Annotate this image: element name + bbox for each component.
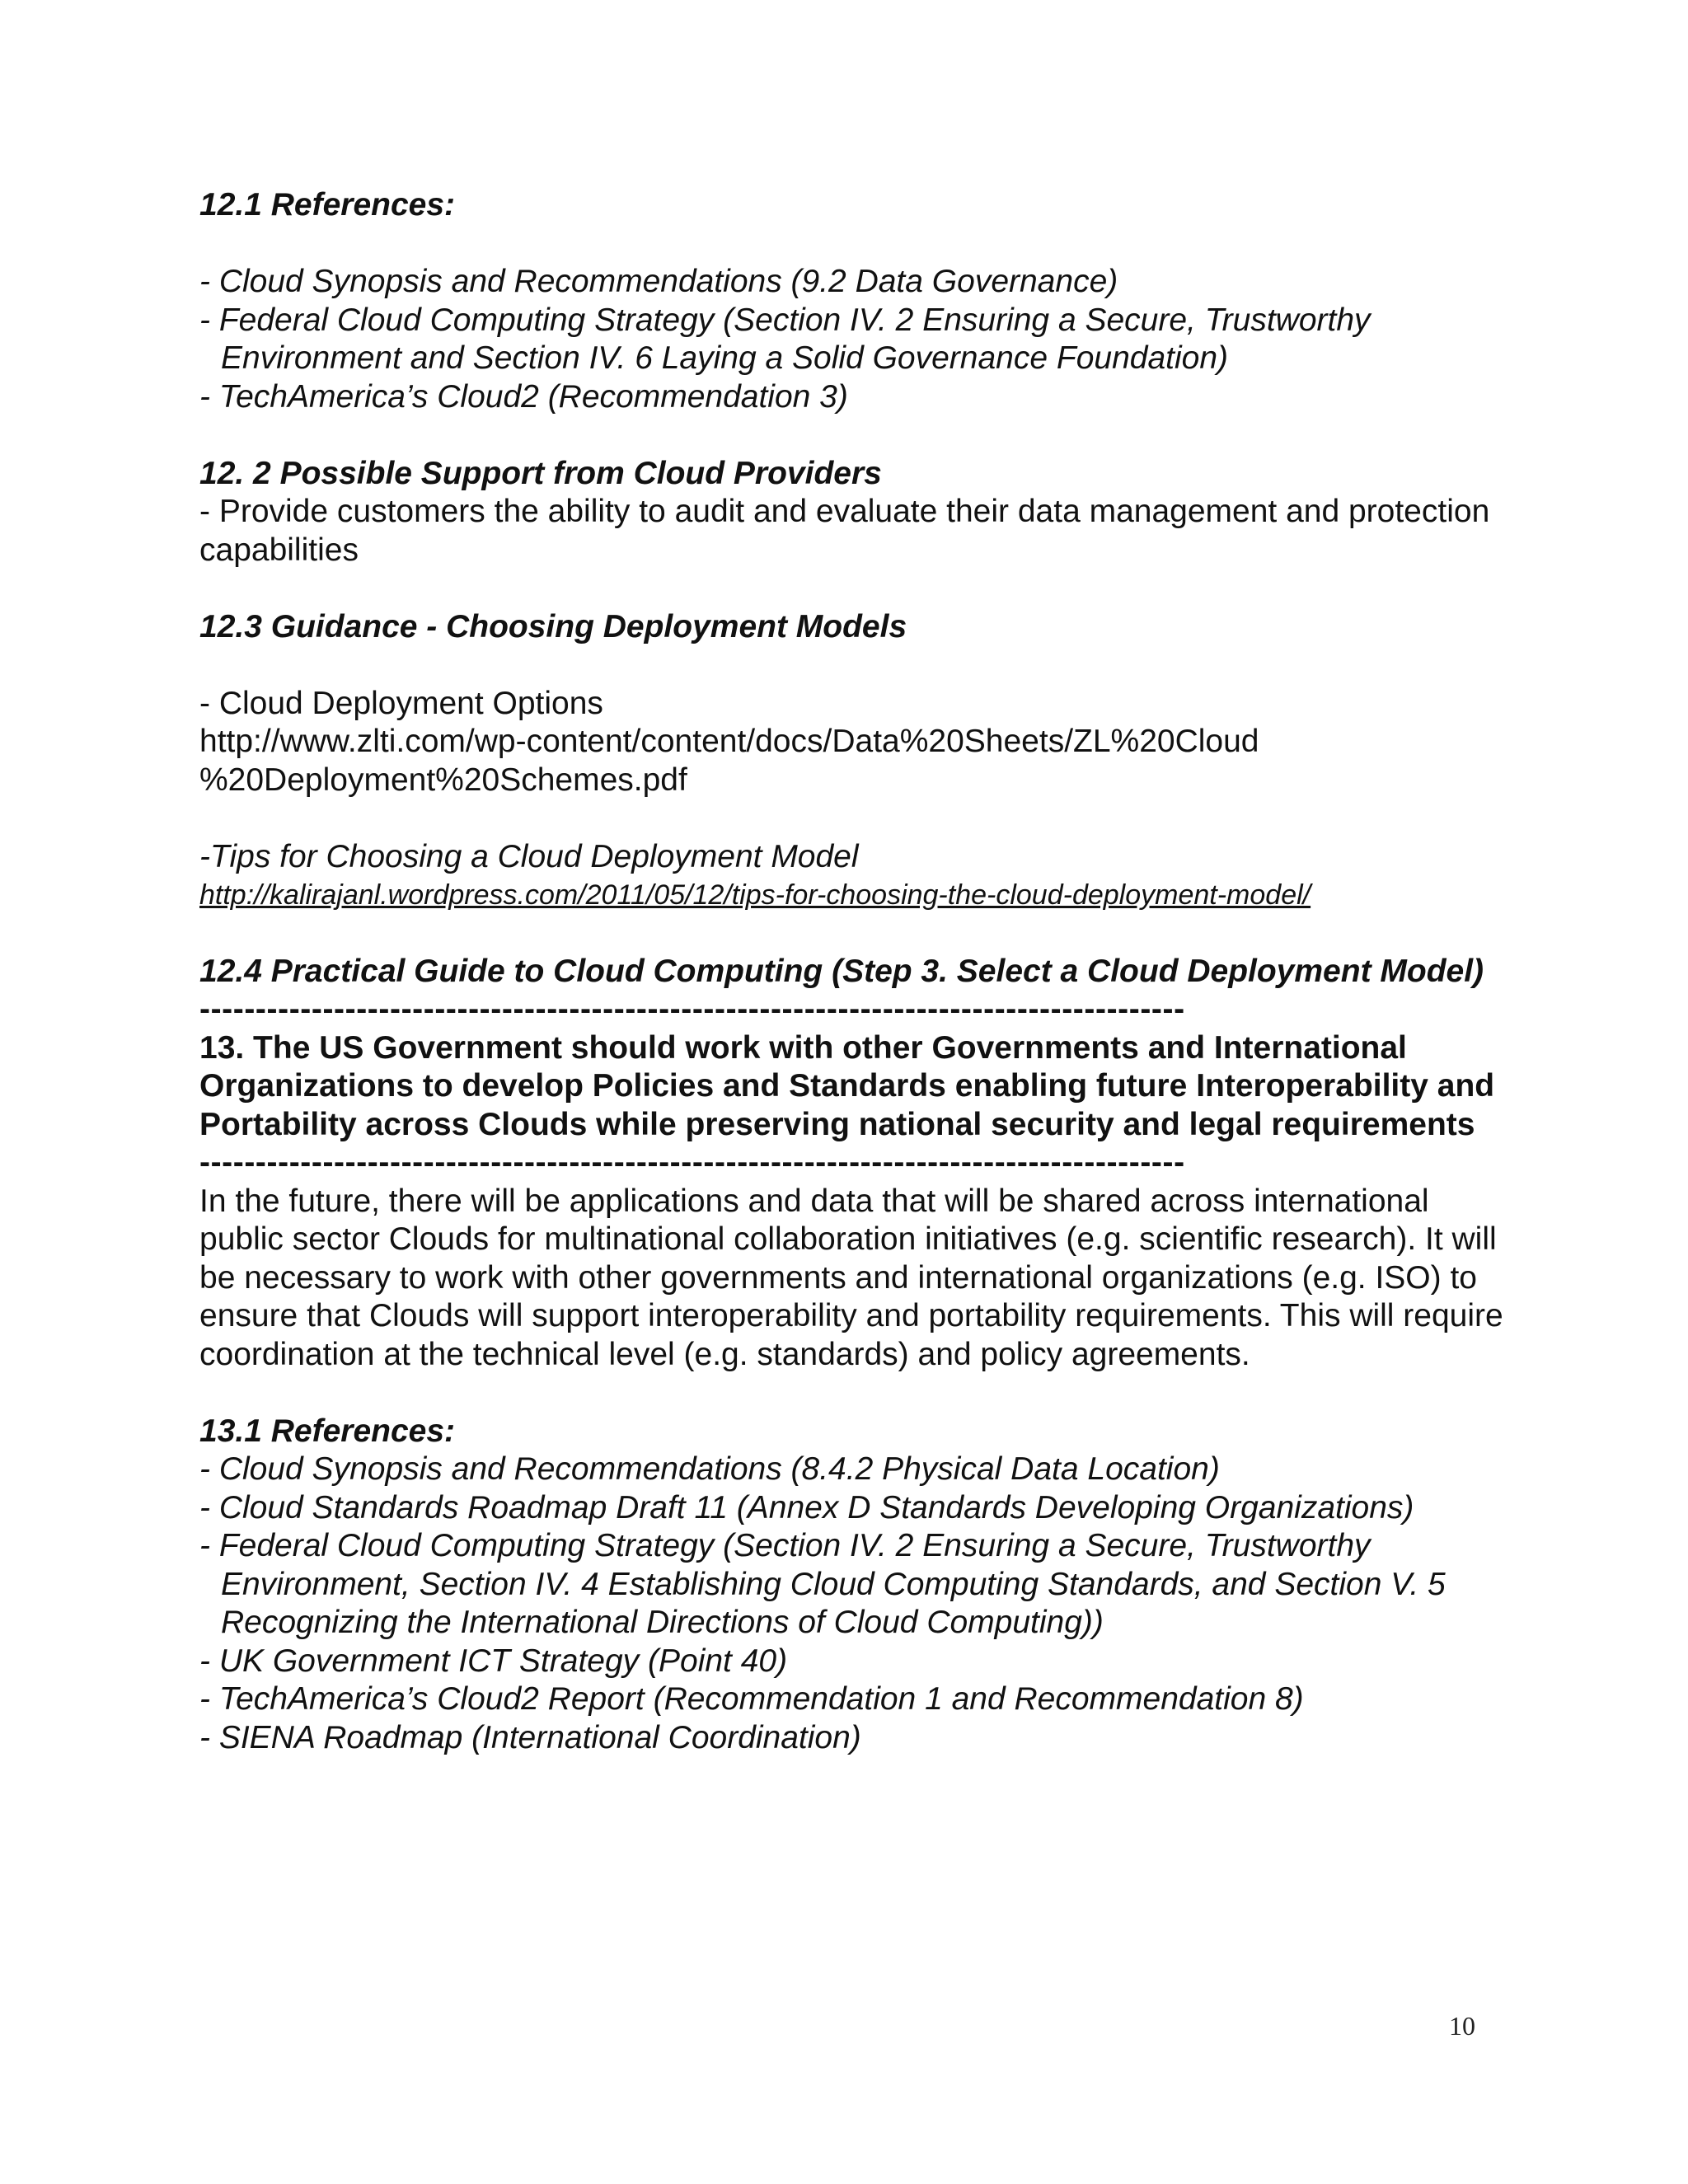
deployment-options-title: - Cloud Deployment Options xyxy=(199,685,603,721)
deployment-options-url-line-2: %20Deployment%20Schemes.pdf xyxy=(199,762,687,798)
section-12-1-heading: 12.1 References: xyxy=(199,187,456,223)
divider-bottom: ---------------------------------------------------------------------------------------- xyxy=(199,1145,1185,1180)
reference-item: - TechAmerica’s Cloud2 (Recommendation 3) xyxy=(199,378,848,415)
section-12-1-reference-list xyxy=(199,263,1518,416)
section-12-3-heading: 12.3 Guidance - Choosing Deployment Models xyxy=(199,608,907,644)
deployment-tips-link[interactable]: http://kalirajanl.wordpress.com/2011/05/12/tips-for-choosing-the-cloud-deployment-model/ xyxy=(199,879,1311,911)
reference-item: - Cloud Standards Roadmap Draft 11 (Annex D Standards Developing Organizations) xyxy=(199,1489,1414,1526)
section-13-heading: 13. The US Government should work with other Governments and International Organizations to develop Policies and Standards enabling future Interoperability and Portability across Clouds while preserving national security and legal requirements xyxy=(199,1029,1495,1142)
reference-item: - Cloud Synopsis and Recommendations (8.4.2 Physical Data Location) xyxy=(199,1451,1220,1487)
section-13-1-heading: 13.1 References: xyxy=(199,1413,456,1449)
reference-item: - Federal Cloud Computing Strategy (Section IV. 2 Ensuring a Secure, Trustworthy Environment, Section IV. 4 Establishing Cloud Computing Standards, and Section V. 5 Recognizing the International Directions of Cloud Computing)) xyxy=(199,1528,1446,1640)
section-13-body: In the future, there will be applications and data that will be shared across international public sector Clouds for multinational collaboration initiatives (e.g. scientific research). It will be necessary to work with other governments and international organizations (e.g. ISO) to ensure that Clouds will support interoperability and portability requirements. This will require coordination at the technical level (e.g. standards) and policy agreements. xyxy=(199,1183,1503,1372)
section-12-2-heading: 12. 2 Possible Support from Cloud Providers xyxy=(199,455,882,491)
reference-item: - Federal Cloud Computing Strategy (Section IV. 2 Ensuring a Secure, Trustworthy Environment and Section IV. 6 Laying a Solid Governance Foundation) xyxy=(199,302,1371,376)
section-12-2-text: - Provide customers the ability to audit and evaluate their data management and protection capabilities xyxy=(199,494,1490,568)
page-number: 10 xyxy=(1449,2011,1475,2041)
deployment-options-url-line-1: http://www.zlti.com/wp-content/content/docs/Data%20Sheets/ZL%20Cloud xyxy=(199,724,1259,759)
reference-item: - Cloud Synopsis and Recommendations (9.2 Data Governance) xyxy=(199,264,1118,299)
section-12-4-heading: 12.4 Practical Guide to Cloud Computing (Step 3. Select a Cloud Deployment Model) xyxy=(199,953,1484,989)
reference-item: - UK Government ICT Strategy (Point 40) xyxy=(199,1643,788,1679)
reference-item: - SIENA Roadmap (International Coordination) xyxy=(199,1719,861,1755)
divider-top: ---------------------------------------------------------------------------------------- xyxy=(199,991,1185,1027)
page-content xyxy=(199,186,1518,1757)
deployment-tips-title: -Tips for Choosing a Cloud Deployment Model xyxy=(199,838,859,874)
section-13-1-reference-list xyxy=(199,1451,1518,1757)
reference-item: - TechAmerica’s Cloud2 Report (Recommendation 1 and Recommendation 8) xyxy=(199,1681,1304,1717)
